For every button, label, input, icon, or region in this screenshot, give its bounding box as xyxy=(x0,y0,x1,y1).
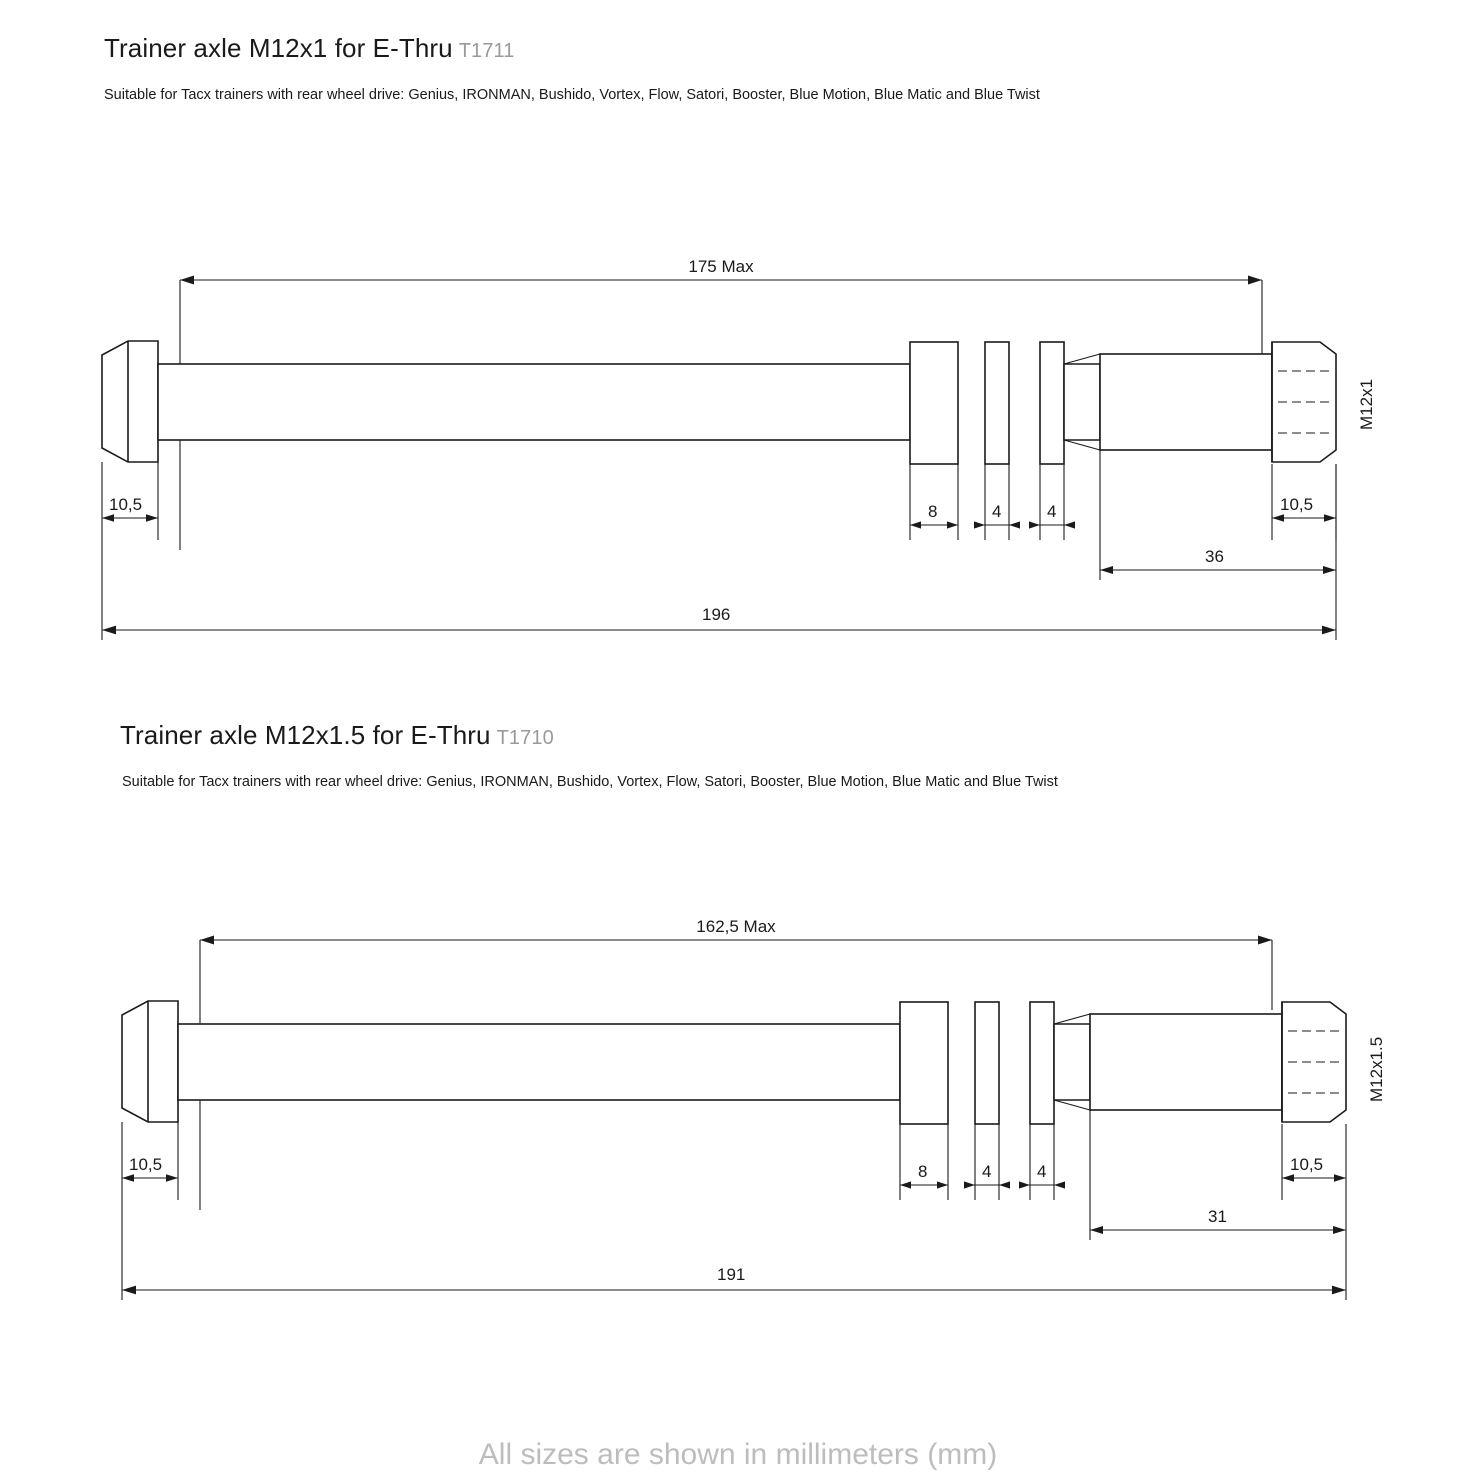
figure-1-drawing xyxy=(80,230,1410,660)
dim-right-head-2-text: 10,5 xyxy=(1290,1155,1324,1174)
dim-collar-b-2 xyxy=(964,1124,1010,1200)
dim-collar-b-1-text: 4 xyxy=(992,502,1002,521)
dim-collar-c-1-text: 4 xyxy=(1047,502,1057,521)
dim-left-head-1 xyxy=(102,462,158,540)
dim-bottom-overall-1 xyxy=(102,540,1336,640)
dim-collar-b-1 xyxy=(974,464,1020,540)
dim-collar-c-1 xyxy=(1029,464,1075,540)
axle-body-2 xyxy=(122,1001,1346,1124)
figure-1-code: T1711 xyxy=(458,40,515,62)
dim-right-head-2 xyxy=(1282,1124,1346,1200)
dim-collar-c-2-text: 4 xyxy=(1037,1162,1047,1181)
figure-1-subtitle: Suitable for Tacx trainers with rear wheel drive: Genius, IRONMAN, Bushido, Vortex, Flow, Satori, Booster, Blue Motion, Blue Matic and Blue Twist xyxy=(104,87,1040,103)
dim-collar-a-2-text: 8 xyxy=(918,1162,928,1181)
figure-1-title xyxy=(104,33,514,64)
thread-label-2 xyxy=(1367,1037,1386,1102)
dim-thread-length-1 xyxy=(1100,450,1336,580)
dim-bottom-overall-2-text: 191 xyxy=(717,1265,746,1284)
dim-thread-length-1-text: 36 xyxy=(1205,547,1224,566)
dim-top-overall-2-text: 162,5 Max xyxy=(696,917,776,936)
dim-left-head-2-text: 10,5 xyxy=(129,1155,163,1174)
figure-2-title xyxy=(120,720,554,751)
axle-body-1 xyxy=(102,341,1336,464)
dim-collar-b-2-text: 4 xyxy=(982,1162,992,1181)
dim-thread-length-2 xyxy=(1090,1110,1346,1240)
dim-bottom-overall-1-text: 196 xyxy=(702,605,731,624)
figure-2-title-text: Trainer axle M12x1.5 for E-Thru xyxy=(120,720,491,750)
figure-2-code: T1710 xyxy=(496,727,554,749)
dim-collar-a-1 xyxy=(910,464,958,540)
thread-label-1-text: M12x1 xyxy=(1357,378,1376,430)
dim-right-head-1 xyxy=(1272,464,1336,540)
dim-collar-c-2 xyxy=(1019,1124,1065,1200)
dim-thread-length-2-text: 31 xyxy=(1208,1207,1227,1226)
dim-collar-a-2 xyxy=(900,1124,948,1200)
figure-1-title-text: Trainer axle M12x1 for E-Thru xyxy=(104,33,453,63)
dim-left-head-2 xyxy=(122,1122,178,1200)
dim-left-head-1-text: 10,5 xyxy=(109,495,143,514)
units-note: All sizes are shown in millimeters (mm) xyxy=(478,1438,998,1471)
figure-2-drawing xyxy=(100,890,1430,1320)
thread-label-1 xyxy=(1357,379,1376,430)
dim-collar-a-1-text: 8 xyxy=(928,502,938,521)
figure-2-subtitle: Suitable for Tacx trainers with rear wheel drive: Genius, IRONMAN, Bushido, Vortex, Flow, Satori, Booster, Blue Motion, Blue Matic and Blue Twist xyxy=(122,774,1058,790)
dim-right-head-1-text: 10,5 xyxy=(1280,495,1314,514)
dim-top-overall-1-text: 175 Max xyxy=(688,257,754,276)
dim-bottom-overall-2 xyxy=(122,1200,1346,1300)
thread-label-2-text: M12x1.5 xyxy=(1367,1036,1386,1102)
